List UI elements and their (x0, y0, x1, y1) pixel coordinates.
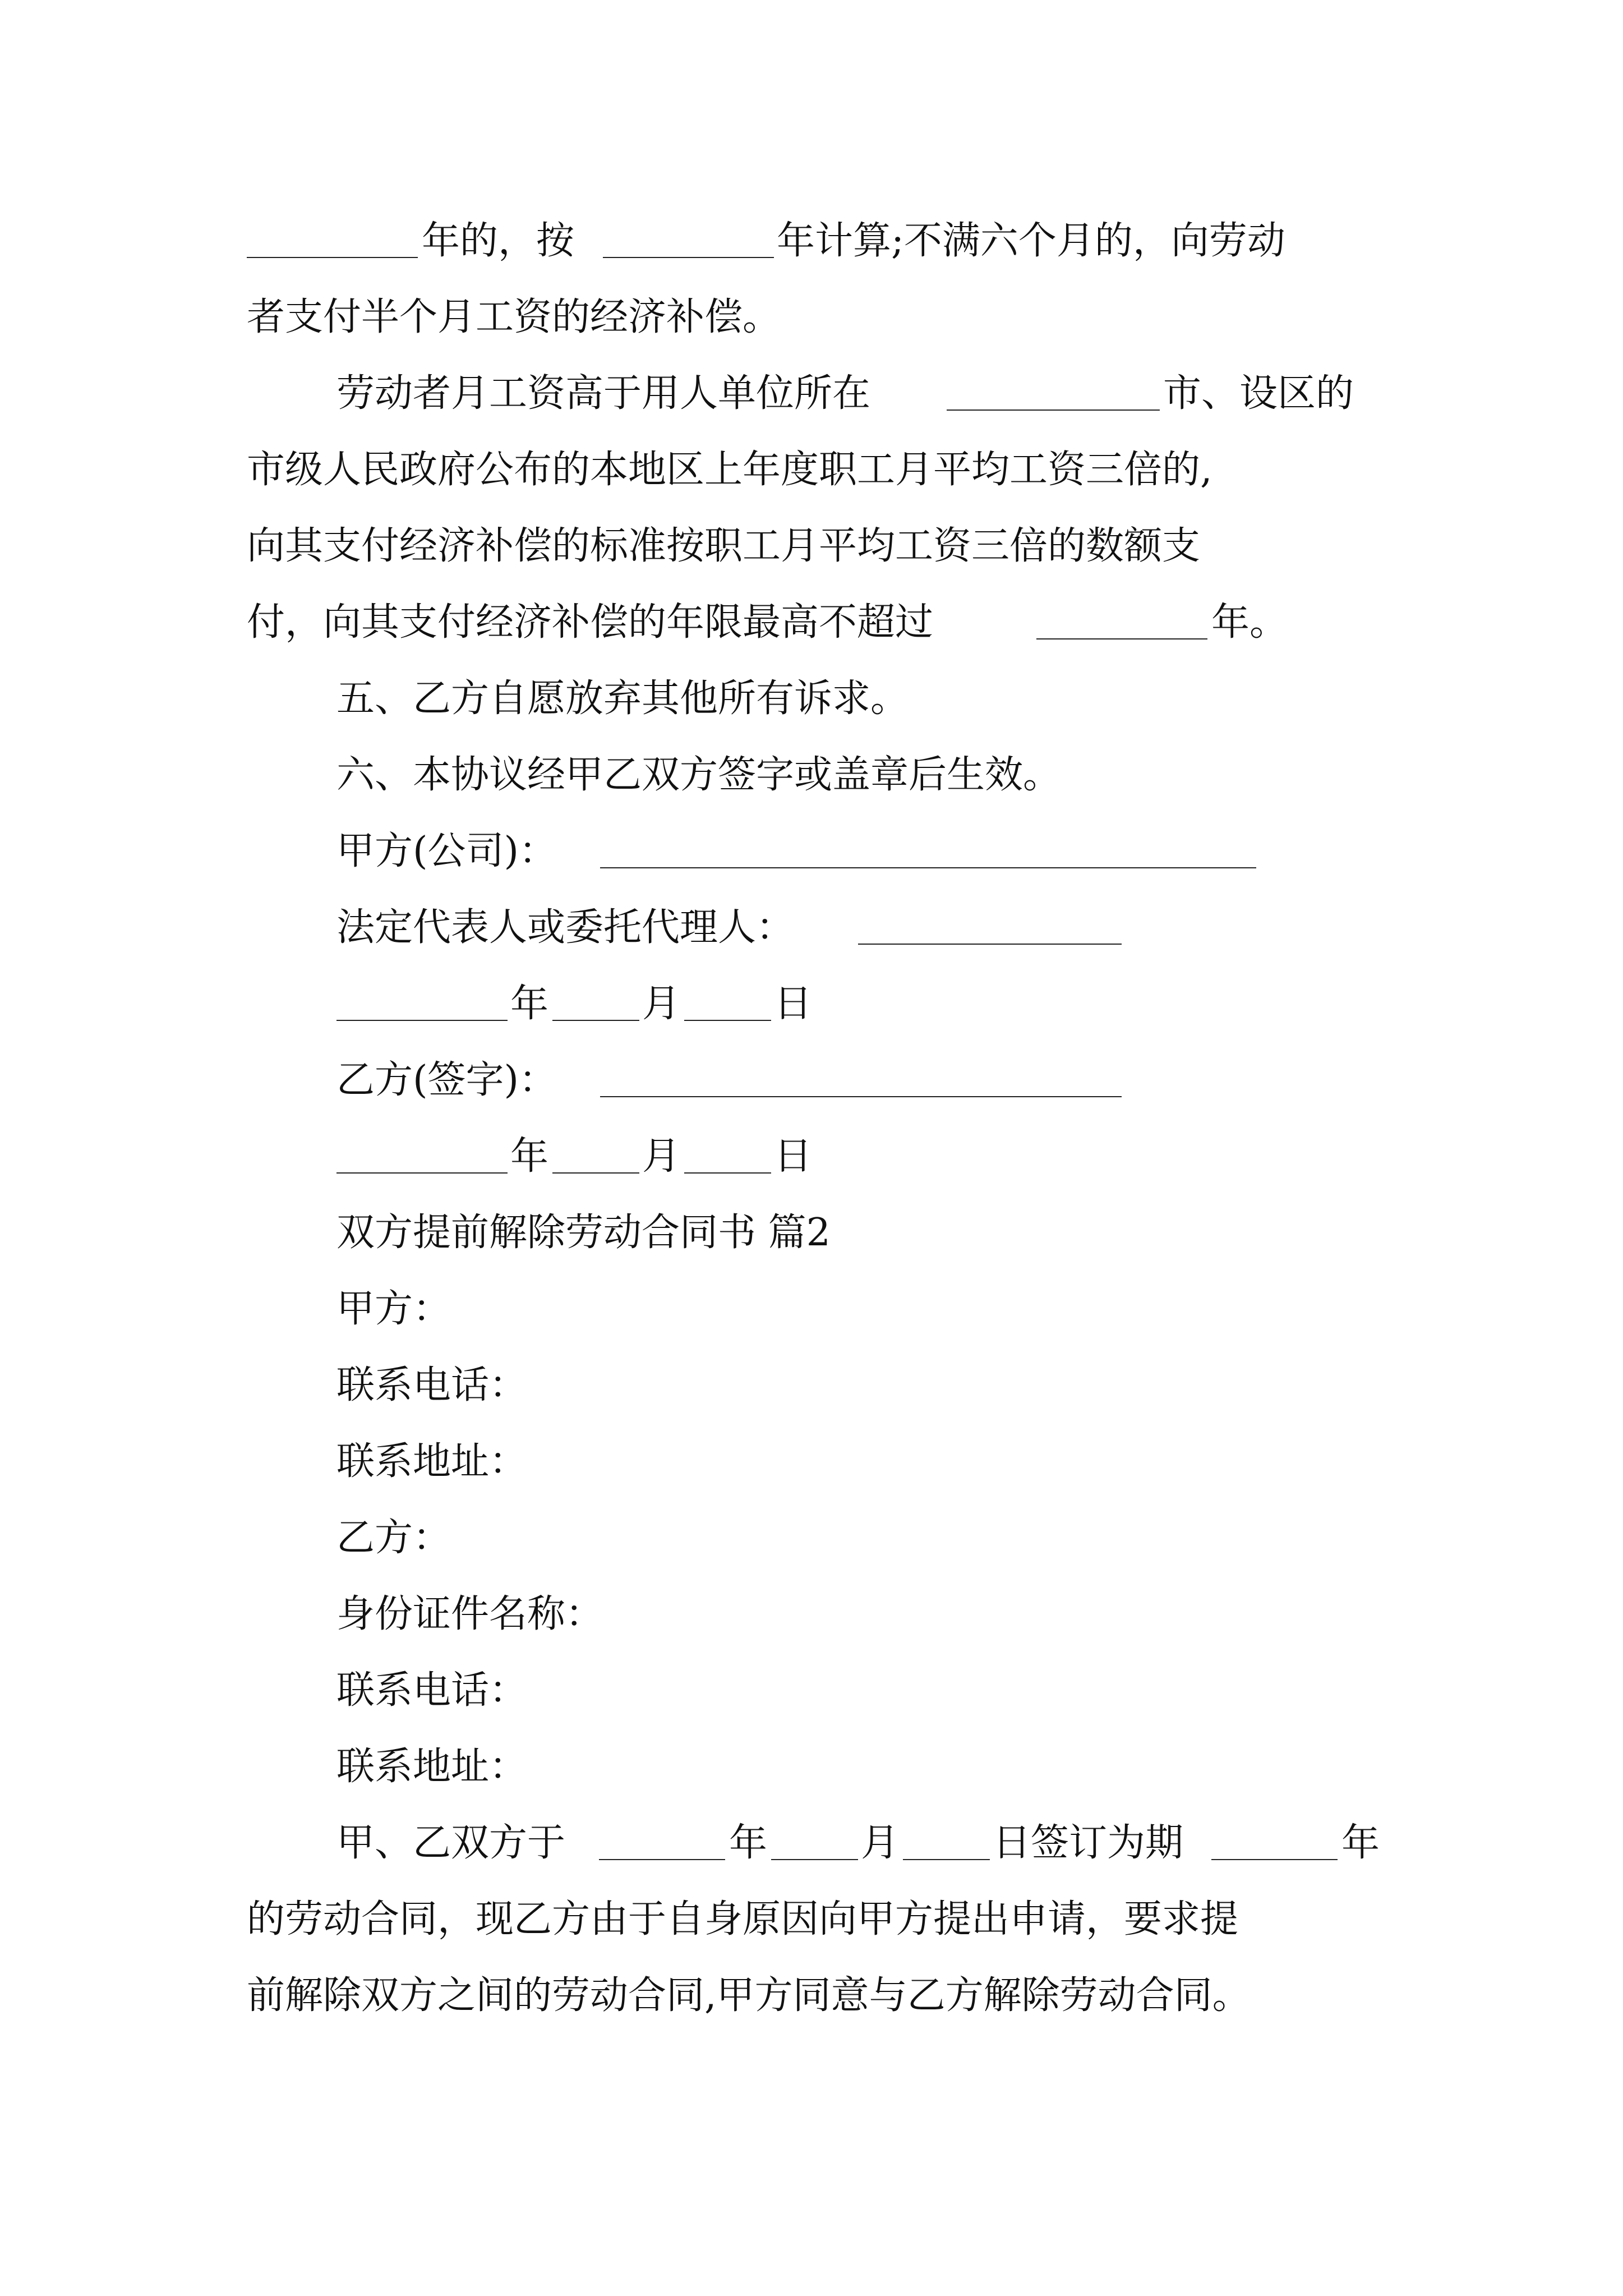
blank (603, 222, 774, 258)
text: 年 (1341, 1821, 1380, 1865)
text: 六、本协议经甲乙双方签字或盖章后生效。 (336, 753, 1062, 797)
text: 月 (861, 1821, 900, 1865)
label: 联系电话： (336, 1363, 528, 1407)
text: 的劳动合同，现乙方由于自身原因向甲方提出申请，要求提 (247, 1897, 1239, 1941)
month-label: 月 (642, 982, 681, 1026)
month-blank (771, 1824, 858, 1860)
label: 联系地址： (336, 1745, 528, 1789)
text: 者支付半个月工资的经济补偿。 (247, 295, 781, 339)
day-blank (903, 1824, 990, 1860)
day-blank (684, 1138, 771, 1174)
text: 甲、乙双方于 (336, 1821, 566, 1865)
text: 年的，按 (422, 219, 575, 263)
text: 劳动者月工资高于用人单位所在 (336, 371, 871, 416)
text: 日签订为期 (993, 1821, 1184, 1865)
text: 付，向其支付经济补偿的年限最高不超过 (247, 600, 934, 645)
blank (247, 222, 418, 258)
label: 法定代表人或委托代理人： (336, 905, 795, 950)
text: 五、乙方自愿放弃其他所有诉求。 (336, 677, 909, 721)
year-blank (599, 1824, 725, 1860)
text: 年 (729, 1821, 768, 1865)
text: 市级人民政府公布的本地区上年度职工月平均工资三倍的, (247, 448, 1212, 492)
day-label: 日 (774, 982, 813, 1026)
signature-blank (858, 909, 1122, 945)
month-blank (552, 1138, 639, 1174)
blank (947, 375, 1160, 411)
label: 身份证件名称： (336, 1592, 604, 1636)
month-label: 月 (642, 1134, 681, 1179)
label: 甲方： (336, 1287, 451, 1331)
label: 乙方(签字)： (336, 1058, 557, 1102)
blank (1036, 604, 1207, 639)
text: 向其支付经济补偿的标准按职工月平均工资三倍的数额支 (247, 524, 1201, 568)
year-label: 年 (510, 1134, 549, 1179)
term-blank (1211, 1824, 1338, 1860)
label: 联系地址： (336, 1439, 528, 1484)
day-label: 日 (774, 1134, 813, 1179)
heading: 双方提前解除劳动合同书 篇2 (336, 1211, 831, 1255)
year-blank (336, 985, 508, 1021)
signature-blank (600, 832, 1256, 868)
year-blank (336, 1138, 508, 1174)
signature-blank (600, 1061, 1122, 1097)
day-blank (684, 985, 771, 1021)
label: 乙方： (336, 1516, 451, 1560)
text: 前解除双方之间的劳动合同,甲方同意与乙方解除劳动合同。 (247, 1973, 1251, 2018)
label: 甲方(公司)： (336, 829, 557, 873)
year-label: 年 (510, 982, 549, 1026)
text: 市、设区的 (1163, 371, 1354, 416)
text: 年计算;不满六个月的，向劳动 (777, 219, 1285, 263)
text: 年。 (1211, 600, 1288, 645)
label: 联系电话： (336, 1668, 528, 1713)
month-blank (552, 985, 639, 1021)
